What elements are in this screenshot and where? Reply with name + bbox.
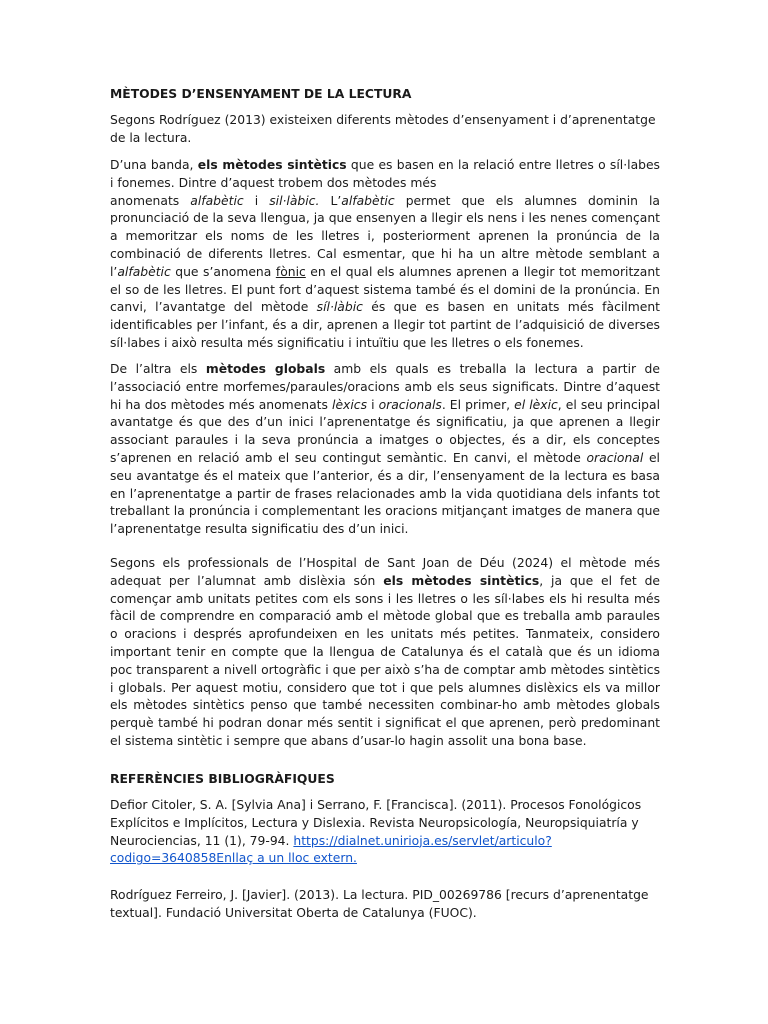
p2-text: que s’anomena [170,264,276,279]
p2-italic-alfabetic: alfabètic [117,264,171,279]
reference-text: Defior Citoler, S. A. [Sylvia Ana] i Serrano, F. [Francisca]. (2011). Procesos Fonológicos Explícitos e Implícitos, Lectura y Dislexia. Revista Neuropsicología, Neuropsiquiatría y Neurociencias, 11 (1), 79-94. [110,798,642,848]
p3-text: De l’altra els [110,362,206,376]
reference-rodriguez [110,887,660,923]
p2-italic-sillabic: síl·làbic [316,300,363,315]
page-title: MÈTODES D’ENSENYAMENT DE LA LECTURA [110,87,412,101]
p2-text: anomenats [110,193,191,208]
p2-italic-alfabetic: alfabètic [190,193,244,208]
p3-bold-global: mètodes globals [205,362,326,376]
p3-italic-oracionals: oracionals [378,397,442,412]
p2-italic-sillabic: sil·làbic. [269,193,320,208]
reference-text: Rodríguez Ferreiro, J. [Javier]. (2013). La lectura. PID_00269786 [recurs d’aprenentatge textual]. Fundació Universitat Oberta de Catalunya (FUOC). [110,888,649,920]
p4-text: Segons els professionals de l’Hospital de Sant Joan de Déu (2024) el mètode més adequat per l’alumnat amb dislèxia són [110,556,660,588]
p2-text: i [243,193,270,208]
p4-bold-synthetic: els mètodes sintètics [383,573,540,588]
references-heading: REFERÈNCIES BIBLIOGRÀFIQUES [110,772,335,786]
p2-text: que es basen en la relació entre lletres o síl·labes i fonemes. Dintre d’aquest trobem dos mètodes més [110,158,660,190]
p2-text: L’ [319,193,342,208]
p2-text: permet que els alumnes dominin la pronunciació de la seva llengua, ja que ensenyen a llegir els nens i les nenes començant a memoritzar els noms de les lletres i, posteriorment aprenen la pronúncia de la combinació de diferents lletres. Cal esmentar, que hi ha un altre mètode semblant a l’ [110,193,660,279]
p3-italic-lexics: lèxics [332,397,368,412]
reference-defior [110,797,660,868]
global-methods-paragraph [110,361,660,539]
intro-text: Segons Rodríguez (2013) existeixen diferents mètodes d’ensenyament i d’aprenentatge de la lectura. [110,113,656,145]
p3-italic-lexic: el lèxic [514,397,558,412]
p2-underline-fonic: fònic [275,264,306,279]
p2-text: en el qual els alumnes aprenen a llegir tot memoritzant el so de les lletres. El punt fort d’aquest sistema també és el domini de la pronúncia. En canvi, l’avantatge del mètode [110,264,660,315]
p3-text: i [367,397,379,412]
p2-bold-synthetic: els mètodes sintètics [197,158,347,172]
reference-link[interactable]: https://dialnet.unirioja.es/servlet/articulo?codigo=3640858Enllaç a un lloc extern. [110,833,552,866]
intro-paragraph [110,112,660,148]
p2-italic-alfabetic: alfabètic [341,193,395,208]
p3-text: , el seu principal avantatge és que des d’un inici l’aprenentatge és significatiu, ja que aprenen a llegir associant paraules i la seva pronúncia a imatges o objectes, és a dir, els conceptes s’aprenen en relació amb el seu contingut semàntic. En canvi, el mètode [110,397,660,465]
p3-text: . El primer, [441,397,515,412]
p3-italic-oracional: oracional [586,450,644,465]
p2-text: D’una banda, [110,158,198,172]
conclusion-paragraph [110,555,660,751]
p4-text: , ja que el fet de començar amb unitats petites com els sons i les lletres o les síl·labes els hi resulta més fàcil de comprendre en comparació amb el mètode global que es treballa amb paraules o oracions i després aprofundeixen en les unitats més petites. Tanmateix, considero important tenir en compte que la llengua de Catalunya és el català que és un idioma poc transparent a nivell ortogràfic i que per això s’ha de comptar amb mètodes sintètics i globals. Per aquest motiu, considero que tot i que pels alumnes dislèxics els va millor els mètodes sintètics penso que també necessiten combinar-ho amb mètodes globals perquè també hi podran donar més sentit i significat el que aprenen, però predominant el sistema sintètic i sempre que abans d’usar-lo hagin assolit una bona base. [110,573,660,748]
p3-text: el seu avantatge és el mateix que l’anterior, és a dir, l’ensenyament de la lectura es basa en l’aprenentatge a partir de frases relacionades amb la vida quotidiana dels infants tot treballant la pronúncia i complementant les oracions mitjançant imatges de manera que l’aprenentatge resulta significatiu des d’un inici. [110,450,660,537]
synthetic-methods-paragraph [110,157,660,353]
p2-text: és que es basen en unitats més fàcilment identificables per l’infant, és a dir, aprenen a llegir tot partint de l’adquisició de diverses síl·labes i això resulta més significatiu i intuïtiu que les lletres o els fonemes. [110,300,660,350]
p3-text: amb els quals es treballa la lectura a partir de l’associació entre morfemes/paraules/oracions amb els seus significats. Dintre d’aquest hi ha dos mètodes més anomenats [110,362,660,412]
